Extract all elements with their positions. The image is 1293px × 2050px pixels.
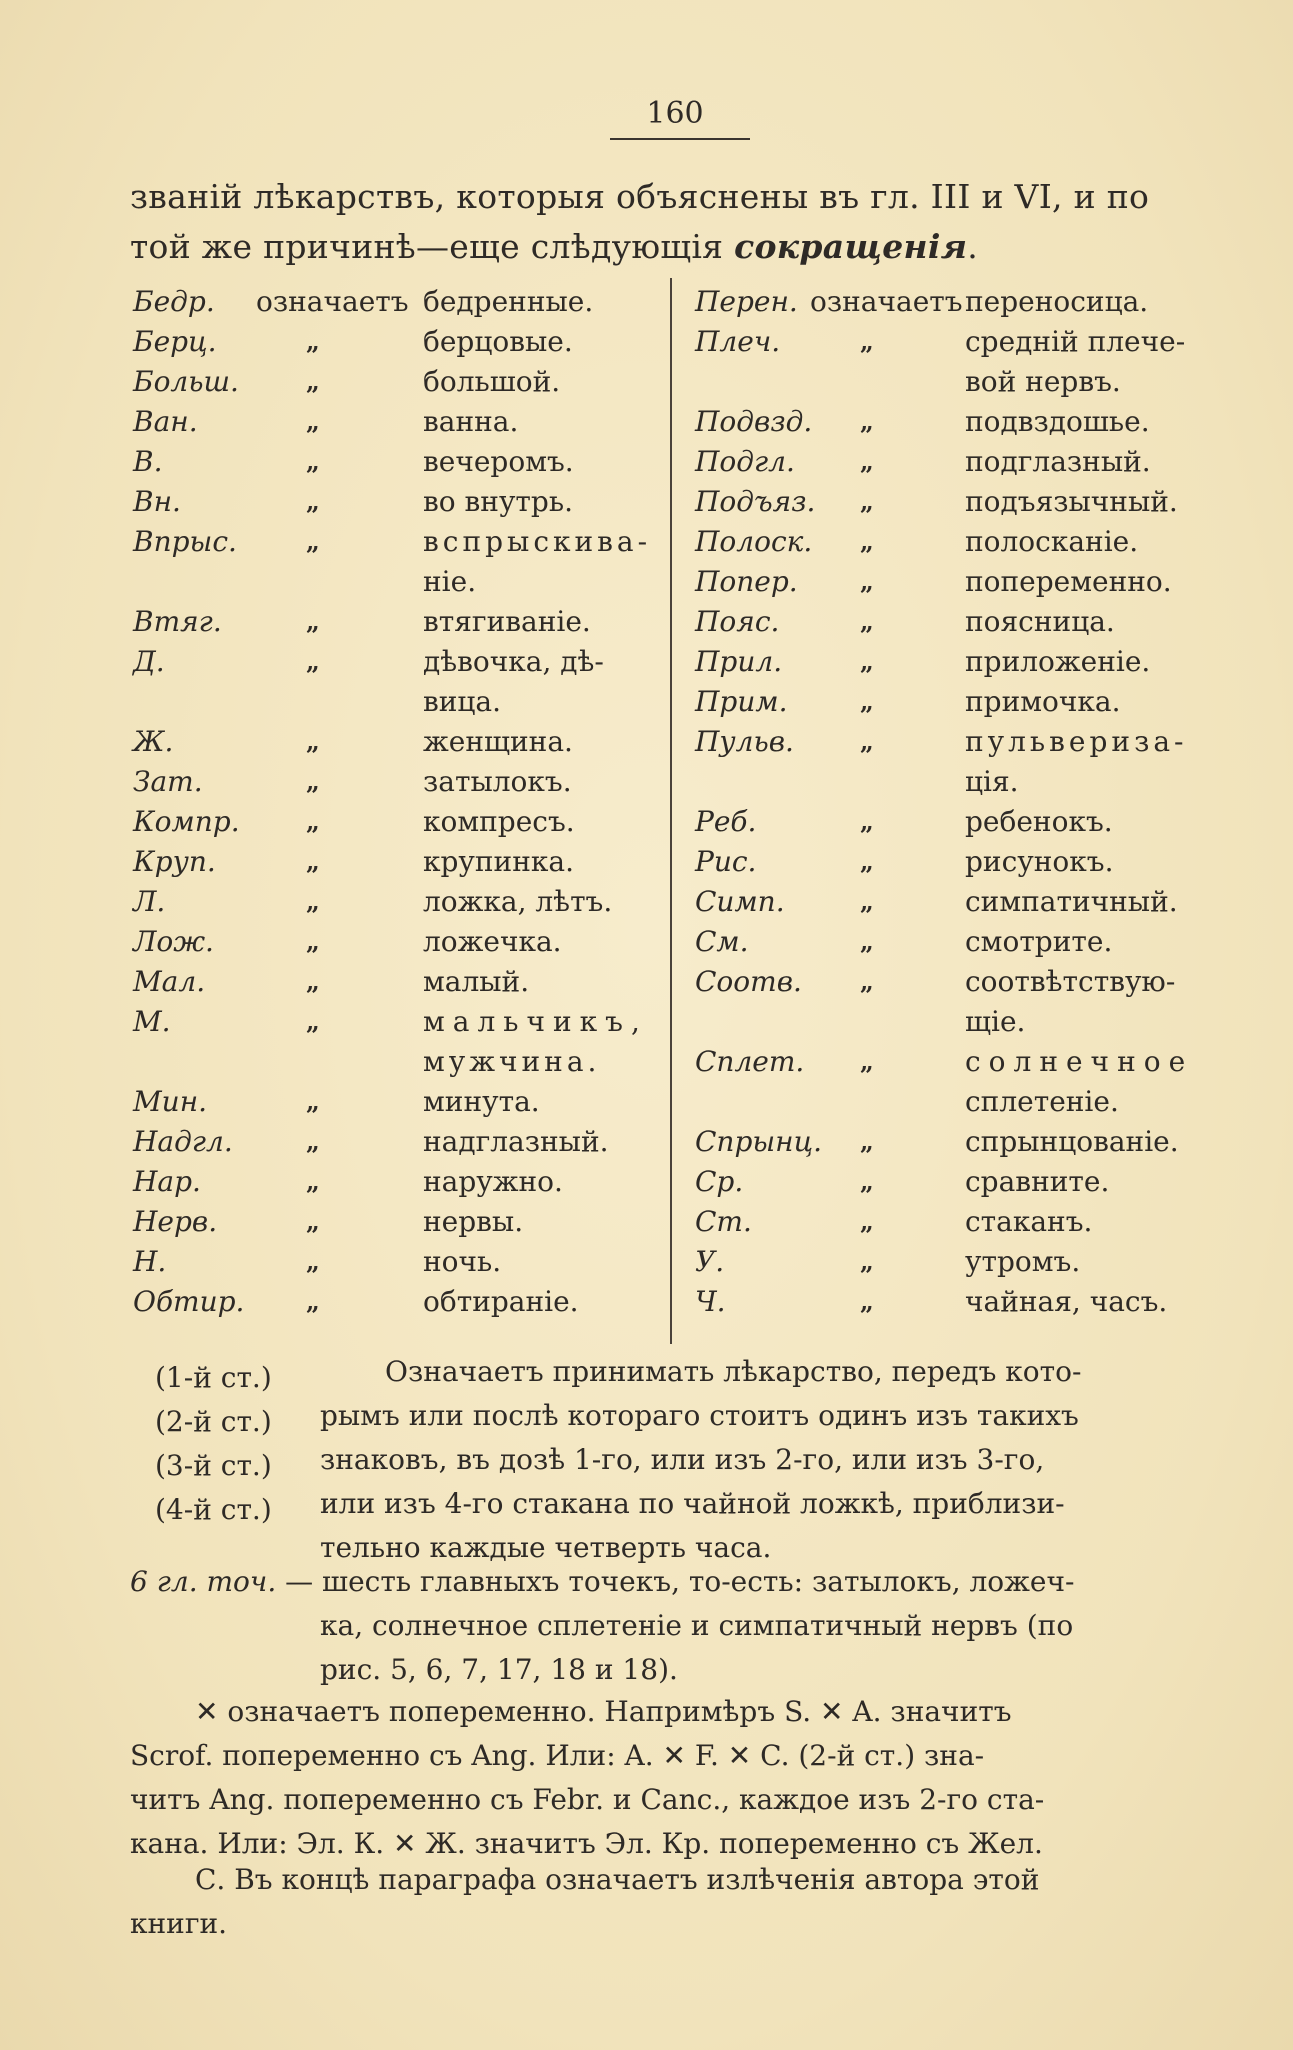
abbreviation-meaning: мужчина. [423,1045,601,1078]
abbreviation-term: Подгл. [695,445,795,478]
abbreviation-meaning: поясница. [965,605,1115,638]
abbreviation-row [695,1042,1255,1082]
ditto-mark: „ [860,727,874,756]
steps-explanation [320,1350,1081,1570]
abbreviation-meaning: ніе. [423,565,477,598]
abbreviation-meaning: малый. [423,965,530,998]
abbreviation-term: Нерв. [133,1205,218,1238]
ditto-mark: „ [860,487,874,516]
abbreviation-term: Вн. [133,485,181,518]
steps-text-line: тельно каждые четверть часа. [320,1531,772,1564]
abbreviation-term: Подвзд. [695,405,813,438]
abbreviation-row [695,522,1255,562]
abbreviation-term: Мал. [133,965,206,998]
abbreviation-meaning: вица. [423,685,502,718]
six-points-entry [130,1560,1074,1692]
intro-line-2 [130,222,1210,272]
abbreviation-meaning: сравните. [965,1165,1110,1198]
abbreviation-meaning: мальчикъ, [423,1005,648,1038]
ditto-mark: „ [306,447,320,476]
ditto-mark: „ [306,1007,320,1036]
abbreviation-term: Ср. [695,1165,744,1198]
ditto-mark: „ [860,687,874,716]
abbreviation-row [695,282,1255,322]
abbreviation-term: Компр. [133,805,240,838]
abbreviation-meaning: бедренные. [423,285,594,318]
ditto-mark: „ [860,927,874,956]
ditto-mark: „ [860,1047,874,1076]
page-number: 160 [646,96,704,131]
abbreviation-row [133,642,693,682]
abbreviation-term: Перен. [695,285,798,318]
abbreviation-meaning: крупинка. [423,845,574,878]
page-number-rule [610,138,750,140]
abbreviation-row [695,482,1255,522]
abbreviation-term: Надгл. [133,1125,233,1158]
ditto-mark: „ [306,607,320,636]
steps-text-line: или изъ 4-го стакана по чайной ложкѣ, приблизи- [320,1487,1065,1520]
abbreviation-meaning: спрынцованіе. [965,1125,1179,1158]
ditto-mark: „ [860,847,874,876]
ditto-mark: „ [306,367,320,396]
abbreviation-row [695,1002,1255,1042]
abbreviation-meaning: минута. [423,1085,540,1118]
closing-line-1: С. Въ концѣ параграфа означаетъ излѣченія автора этой [195,1863,1040,1896]
abbreviation-term: Спрынц. [695,1125,823,1158]
step-label: (3-й ст.) [155,1449,272,1482]
abbreviation-meaning: пульвериза- [965,725,1188,758]
ditto-mark: „ [306,407,320,436]
abbreviation-row [133,1122,693,1162]
steps-labels [155,1356,272,1532]
abbreviation-meaning: затылокъ. [423,765,572,798]
abbreviation-term: Круп. [133,845,216,878]
abbreviation-term: Реб. [695,805,757,838]
abbreviation-row [133,722,693,762]
ditto-mark: „ [306,887,320,916]
abbreviation-meaning: средній плече- [965,325,1186,358]
abbreviation-row [133,362,693,402]
ditto-mark: „ [306,1167,320,1196]
abbreviation-meaning: вспрыскива- [423,525,652,558]
abbreviation-row [133,602,693,642]
abbreviation-term: Попер. [695,565,798,598]
abbreviation-row [695,442,1255,482]
abbreviation-term: Обтир. [133,1285,245,1318]
intro-line-1: званій лѣкарствъ, которыя объяснены въ гл. III и VI, и по [130,177,1150,216]
abbreviation-row [695,402,1255,442]
abbreviation-term: Пояс. [695,605,780,638]
abbreviation-meaning: берцовые. [423,325,573,358]
abbreviation-row [133,1282,693,1322]
abbreviation-meaning: утромъ. [965,1245,1081,1278]
closing-paragraph [130,1858,1039,1946]
step-label: (1-й ст.) [155,1361,272,1394]
abbreviation-row [695,602,1255,642]
ditto-mark: „ [860,1127,874,1156]
abbreviation-meaning: во внутрь. [423,485,573,518]
abbreviation-row [133,402,693,442]
abbreviation-meaning: рисунокъ. [965,845,1114,878]
abbreviation-term: Ван. [133,405,198,438]
abbreviation-meaning: обтираніе. [423,1285,579,1318]
abbreviation-meaning: соотвѣтствую- [965,965,1176,998]
abbreviation-row [695,1082,1255,1122]
abbreviation-term: Берц. [133,325,217,358]
alternation-line-3: читъ Ang. попеременно съ Febr. и Canc., каждое изъ 2-го ста- [130,1783,1045,1816]
ditto-mark: „ [306,487,320,516]
abbreviation-term: Ст. [695,1205,752,1238]
abbreviation-term: Полоск. [695,525,813,558]
abbreviation-meaning: ребенокъ. [965,805,1113,838]
ditto-mark: „ [860,1287,874,1316]
abbreviation-term: Мин. [133,1085,208,1118]
abbreviation-term: Плеч. [695,325,781,358]
steps-text-line: рымъ или послѣ котораго стоитъ одинъ изъ такихъ [320,1399,1079,1432]
alternation-line-2: Scrof. попеременно съ Ang. Или: A. ✕ F. ✕ C. (2-й ст.) зна- [130,1739,985,1772]
intro-emphasis: сокращенія [734,227,968,266]
ditto-mark: „ [306,807,320,836]
means-word: означаетъ [810,285,963,318]
abbreviation-term: Сплет. [695,1045,805,1078]
ditto-mark: „ [306,1287,320,1316]
abbreviation-row [695,762,1255,802]
steps-text-line: знаковъ, въ дозѣ 1-го, или изъ 2-го, или изъ 3-го, [320,1443,1045,1476]
abbreviation-meaning: примочка. [965,685,1121,718]
step-label: (4-й ст.) [155,1493,272,1526]
steps-text-line: Означаетъ принимать лѣкарство, передъ кото- [385,1355,1082,1388]
six-points-line-1: — шесть главныхъ точекъ, то-есть: затылокъ, ложеч- [285,1565,1075,1598]
abbreviation-term: Больш. [133,365,239,398]
abbreviation-meaning: ванна. [423,405,519,438]
ditto-mark: „ [306,727,320,756]
ditto-mark: „ [860,807,874,836]
abbreviation-row [133,802,693,842]
abbreviation-term: Пульв. [695,725,794,758]
abbreviation-term: Впрыс. [133,525,237,558]
abbreviation-term: Втяг. [133,605,222,638]
abbreviation-meaning: подглазный. [965,445,1151,478]
abbreviation-term: Нар. [133,1165,201,1198]
abbreviation-meaning: женщина. [423,725,573,758]
abbreviation-row [133,322,693,362]
abbreviation-row [133,1002,693,1042]
alternation-line-4: кана. Или: Эл. К. ✕ Ж. значитъ Эл. Кр. попеременно съ Жел. [130,1827,1043,1860]
abbreviation-term: Н. [133,1245,167,1278]
ditto-mark: „ [860,567,874,596]
ditto-mark: „ [306,847,320,876]
abbreviation-meaning: надглазный. [423,1125,609,1158]
abbreviation-row [695,1202,1255,1242]
abbreviation-row [133,962,693,1002]
abbreviation-row [133,442,693,482]
abbreviation-row [133,1042,693,1082]
ditto-mark: „ [860,327,874,356]
abbreviation-row [133,762,693,802]
abbreviation-meaning: щіе. [965,1005,1026,1038]
abbreviation-meaning: большой. [423,365,561,398]
six-points-line-3: рис. 5, 6, 7, 17, 18 и 18). [320,1653,678,1686]
abbreviation-row [695,922,1255,962]
abbreviation-term: Л. [133,885,166,918]
ditto-mark: „ [860,967,874,996]
abbreviation-row [133,1162,693,1202]
ditto-mark: „ [306,647,320,676]
abbreviation-row [695,1242,1255,1282]
abbreviation-term: У. [695,1245,725,1278]
means-word: означаетъ [256,285,409,318]
ditto-mark: „ [860,1207,874,1236]
abbreviation-meaning: ложечка. [423,925,562,958]
ditto-mark: „ [306,1087,320,1116]
abbreviation-row [133,1202,693,1242]
abbreviation-term: Соотв. [695,965,802,998]
alternation-paragraph [130,1690,1044,1866]
ditto-mark: „ [860,887,874,916]
abbreviation-meaning: вечеромъ. [423,445,574,478]
six-points-abbr: 6 гл. точ. [130,1565,277,1598]
abbreviation-meaning: симпатичный. [965,885,1178,918]
abbreviation-term: Прил. [695,645,783,678]
intro-line-2-end: . [967,227,979,266]
ditto-mark: „ [860,607,874,636]
ditto-mark: „ [306,1207,320,1236]
abbreviation-term: Ж. [133,725,174,758]
intro-paragraph [130,172,1210,272]
abbreviation-meaning: подвздошье. [965,405,1150,438]
alternation-line-1: ✕ означаетъ попеременно. Напримѣръ S. ✕ A. значитъ [195,1695,1012,1728]
abbreviation-row [133,1082,693,1122]
abbreviation-row [695,642,1255,682]
abbreviation-row [695,322,1255,362]
abbreviation-row [695,362,1255,402]
ditto-mark: „ [860,447,874,476]
ditto-mark: „ [306,527,320,556]
ditto-mark: „ [860,647,874,676]
abbreviation-row [695,962,1255,1002]
abbreviation-meaning: смотрите. [965,925,1113,958]
abbreviation-term: Ч. [695,1285,726,1318]
ditto-mark: „ [306,327,320,356]
abbreviation-term: Бедр. [133,285,215,318]
abbreviation-meaning: сплетеніе. [965,1085,1119,1118]
abbreviation-meaning: полосканіе. [965,525,1139,558]
abbreviation-row [133,282,693,322]
abbreviation-row [695,562,1255,602]
abbreviation-row [695,1162,1255,1202]
abbreviation-meaning: втягиваніе. [423,605,591,638]
ditto-mark: „ [860,1167,874,1196]
abbreviation-term: В. [133,445,163,478]
abbreviation-meaning: солнечное [965,1045,1194,1078]
abbreviation-row [133,882,693,922]
abbreviation-term: Симп. [695,885,785,918]
abbreviation-row [133,922,693,962]
abbreviation-row [133,682,693,722]
abbreviation-term: Подъяз. [695,485,816,518]
ditto-mark: „ [860,1247,874,1276]
abbreviation-meaning: стаканъ. [965,1205,1093,1238]
abbreviation-row [695,682,1255,722]
abbreviation-meaning: чайная, часъ. [965,1285,1168,1318]
six-points-line-2: ка, солнечное сплетеніе и симпатичный нервъ (по [320,1609,1074,1642]
abbreviation-term: См. [695,925,749,958]
abbreviation-row [695,802,1255,842]
abbreviation-row [695,842,1255,882]
abbreviation-meaning: подъязычный. [965,485,1178,518]
abbreviation-meaning: ложка, лѣтъ. [423,885,613,918]
abbreviation-term: Д. [133,645,165,678]
abbreviation-meaning: наружно. [423,1165,563,1198]
ditto-mark: „ [306,967,320,996]
abbreviation-row [133,522,693,562]
abbreviation-meaning: ночь. [423,1245,502,1278]
abbreviation-term: Зат. [133,765,203,798]
abbreviation-meaning: попеременно. [965,565,1172,598]
step-label: (2-й ст.) [155,1405,272,1438]
ditto-mark: „ [306,927,320,956]
abbreviation-row [695,1122,1255,1162]
abbreviation-meaning: дѣвочка, дѣ- [423,645,604,678]
abbreviation-term: Лож. [133,925,214,958]
abbreviation-meaning: переносица. [965,285,1149,318]
abbreviation-meaning: вой нервъ. [965,365,1121,398]
abbreviation-meaning: приложеніе. [965,645,1151,678]
abbreviation-row [133,842,693,882]
abbreviation-term: Прим. [695,685,788,718]
abbreviation-row [133,1242,693,1282]
abbreviation-term: Рис. [695,845,757,878]
ditto-mark: „ [860,527,874,556]
abbreviation-row [695,1282,1255,1322]
abbreviation-row [695,722,1255,762]
abbreviation-meaning: ція. [965,765,1019,798]
intro-line-2-text: той же причинѣ—еще слѣдующія [130,227,735,266]
closing-line-2: книги. [130,1907,228,1940]
ditto-mark: „ [306,1127,320,1156]
abbreviation-meaning: компресъ. [423,805,575,838]
ditto-mark: „ [860,407,874,436]
abbreviation-row [695,882,1255,922]
ditto-mark: „ [306,1247,320,1276]
abbreviation-meaning: нервы. [423,1205,524,1238]
abbreviation-row [133,482,693,522]
ditto-mark: „ [306,767,320,796]
abbreviation-term: М. [133,1005,171,1038]
abbreviation-row [133,562,693,602]
